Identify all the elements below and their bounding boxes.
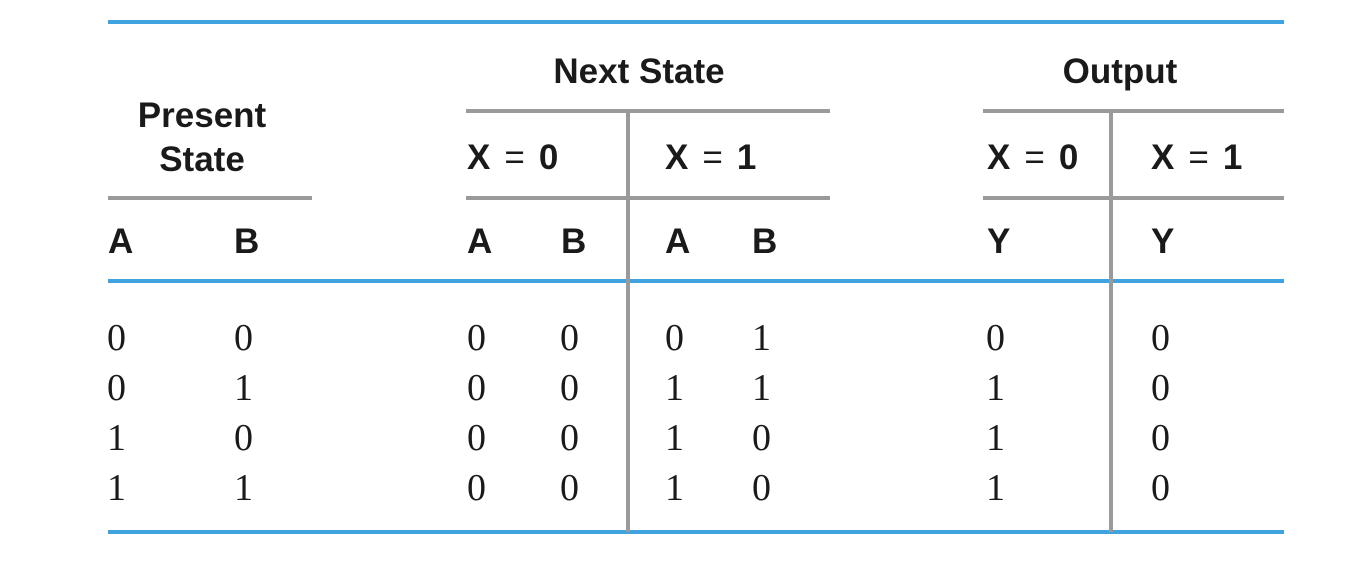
col-header-output-x0-y: Y xyxy=(987,222,1011,261)
cell-output-x0-y: 1 xyxy=(986,417,1005,459)
next-state-x0-header xyxy=(467,140,558,175)
cell-next-x0-a: 0 xyxy=(467,467,486,509)
cell-output-x1-y: 0 xyxy=(1151,417,1170,459)
output-x0-header xyxy=(987,140,1078,175)
present-state-line2: State xyxy=(159,140,245,179)
equals-sign: = xyxy=(504,138,525,177)
cell-next-x1-b: 0 xyxy=(752,417,771,459)
top-rule xyxy=(108,20,1284,24)
cell-present-a: 0 xyxy=(107,317,126,359)
col-header-output-x1-y: Y xyxy=(1151,222,1175,261)
cell-output-x1-y: 0 xyxy=(1151,467,1170,509)
cell-output-x1-y: 0 xyxy=(1151,317,1170,359)
col-header-next-x0-a: A xyxy=(467,222,493,261)
cell-next-x0-a: 0 xyxy=(467,417,486,459)
output-underline xyxy=(983,109,1284,113)
col-header-next-x0-b: B xyxy=(561,222,587,261)
cell-present-b: 0 xyxy=(234,317,253,359)
present-state-header xyxy=(108,94,296,182)
x-var: X xyxy=(665,138,689,177)
next-state-sub-underline xyxy=(466,196,830,200)
cell-output-x0-y: 0 xyxy=(986,317,1005,359)
cell-next-x1-a: 1 xyxy=(665,467,684,509)
output-x1-header xyxy=(1151,140,1242,175)
cell-next-x1-b: 0 xyxy=(752,467,771,509)
output-header: Output xyxy=(1062,52,1178,91)
bottom-rule xyxy=(108,530,1284,534)
cell-next-x0-a: 0 xyxy=(467,367,486,409)
cell-present-b: 1 xyxy=(234,467,253,509)
x-value: 0 xyxy=(538,138,559,177)
x-value: 0 xyxy=(1058,138,1079,177)
cell-next-x0-b: 0 xyxy=(560,367,579,409)
cell-present-b: 0 xyxy=(234,417,253,459)
cell-output-x1-y: 0 xyxy=(1151,367,1170,409)
next-state-x1-header xyxy=(665,140,756,175)
cell-next-x1-a: 1 xyxy=(665,367,684,409)
x-var: X xyxy=(987,138,1011,177)
cell-present-b: 1 xyxy=(234,367,253,409)
cell-next-x1-b: 1 xyxy=(752,367,771,409)
equals-sign: = xyxy=(1024,138,1045,177)
cell-next-x0-b: 0 xyxy=(560,417,579,459)
cell-present-a: 1 xyxy=(107,417,126,459)
x-var: X xyxy=(1151,138,1175,177)
cell-present-a: 1 xyxy=(107,467,126,509)
cell-output-x0-y: 1 xyxy=(986,367,1005,409)
cell-next-x0-b: 0 xyxy=(560,317,579,359)
x-var: X xyxy=(467,138,491,177)
col-header-next-x1-a: A xyxy=(665,222,691,261)
cell-present-a: 0 xyxy=(107,367,126,409)
cell-output-x0-y: 1 xyxy=(986,467,1005,509)
col-header-present-a: A xyxy=(108,222,134,261)
next-state-underline xyxy=(466,109,830,113)
present-state-underline xyxy=(108,196,312,200)
cell-next-x1-b: 1 xyxy=(752,317,771,359)
output-sub-underline xyxy=(983,196,1284,200)
next-state-divider xyxy=(626,112,630,532)
equals-sign: = xyxy=(702,138,723,177)
next-state-header: Next State xyxy=(553,52,725,91)
col-header-next-x1-b: B xyxy=(752,222,778,261)
equals-sign: = xyxy=(1188,138,1209,177)
present-state-line1: Present xyxy=(137,96,267,135)
cell-next-x1-a: 0 xyxy=(665,317,684,359)
header-rule xyxy=(108,279,1284,283)
cell-next-x1-a: 1 xyxy=(665,417,684,459)
col-header-present-b: B xyxy=(234,222,260,261)
output-divider xyxy=(1109,112,1113,532)
x-value: 1 xyxy=(1222,138,1243,177)
cell-next-x0-a: 0 xyxy=(467,317,486,359)
cell-next-x0-b: 0 xyxy=(560,467,579,509)
x-value: 1 xyxy=(736,138,757,177)
